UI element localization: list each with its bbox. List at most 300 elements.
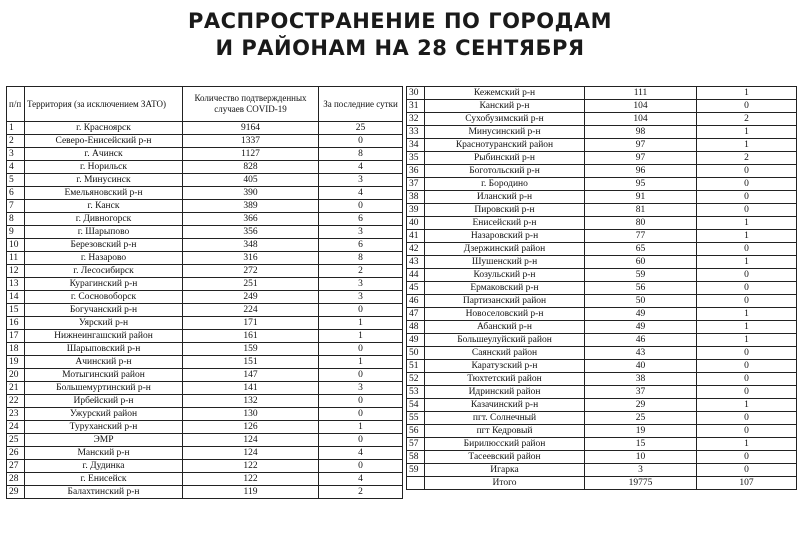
- table-row: [407, 217, 797, 230]
- row-confirmed: 91: [585, 191, 697, 204]
- row-last-day: 1: [697, 308, 797, 321]
- table-row: [407, 100, 797, 113]
- table-row: [7, 369, 403, 382]
- row-confirmed: 366: [183, 213, 319, 226]
- row-confirmed: 19775: [585, 477, 697, 490]
- table-row: [7, 187, 403, 200]
- row-territory: Саянский район: [425, 347, 585, 360]
- row-territory: Березовский р-н: [25, 239, 183, 252]
- row-num: 7: [7, 200, 25, 213]
- row-confirmed: 224: [183, 304, 319, 317]
- row-confirmed: 159: [183, 343, 319, 356]
- row-last-day: 0: [697, 451, 797, 464]
- row-confirmed: 97: [585, 152, 697, 165]
- table-row: [7, 330, 403, 343]
- row-confirmed: 49: [585, 321, 697, 334]
- row-last-day: 6: [319, 239, 403, 252]
- row-last-day: 0: [319, 343, 403, 356]
- row-last-day: 3: [319, 382, 403, 395]
- row-num: 33: [407, 126, 425, 139]
- row-territory: г. Дивногорск: [25, 213, 183, 226]
- row-confirmed: 1127: [183, 148, 319, 161]
- row-num: 40: [407, 217, 425, 230]
- row-num: 24: [7, 421, 25, 434]
- row-last-day: 0: [697, 386, 797, 399]
- row-num: 36: [407, 165, 425, 178]
- row-num: 47: [407, 308, 425, 321]
- row-confirmed: 122: [183, 473, 319, 486]
- row-territory: Ирбейский р-н: [25, 395, 183, 408]
- row-confirmed: 119: [183, 486, 319, 499]
- table-left: [6, 86, 403, 499]
- title-line-1: РАСПРОСТРАНЕНИЕ ПО ГОРОДАМ: [187, 9, 613, 33]
- row-num: 43: [407, 256, 425, 269]
- row-num: 39: [407, 204, 425, 217]
- row-confirmed: 95: [585, 178, 697, 191]
- row-territory: Иланский р-н: [425, 191, 585, 204]
- row-last-day: 1: [319, 317, 403, 330]
- table-row: [7, 135, 403, 148]
- table-row: [407, 425, 797, 438]
- row-confirmed: 405: [183, 174, 319, 187]
- table-header-row: [7, 87, 403, 122]
- row-last-day: 8: [319, 252, 403, 265]
- row-confirmed: 124: [183, 434, 319, 447]
- row-last-day: 0: [697, 204, 797, 217]
- table-right-body: [407, 87, 797, 490]
- row-last-day: 2: [319, 486, 403, 499]
- row-confirmed: 828: [183, 161, 319, 174]
- page-title: [0, 8, 800, 62]
- header-confirmed: Количество подтвержденных случаев COVID-19: [183, 87, 319, 122]
- table-row: [7, 239, 403, 252]
- table-row: [7, 382, 403, 395]
- row-confirmed: 43: [585, 347, 697, 360]
- row-num: 11: [7, 252, 25, 265]
- table-row: [407, 256, 797, 269]
- row-last-day: 1: [697, 438, 797, 451]
- row-confirmed: 37: [585, 386, 697, 399]
- row-last-day: 25: [319, 122, 403, 135]
- table-row: [407, 87, 797, 100]
- row-last-day: 1: [319, 356, 403, 369]
- row-territory: пгт Кедровый: [425, 425, 585, 438]
- table-row: [407, 269, 797, 282]
- row-last-day: 0: [697, 191, 797, 204]
- row-num: 34: [407, 139, 425, 152]
- row-num: 12: [7, 265, 25, 278]
- row-territory: Идринский район: [425, 386, 585, 399]
- row-territory: Ачинский р-н: [25, 356, 183, 369]
- row-last-day: 4: [319, 447, 403, 460]
- row-territory: Боготольский р-н: [425, 165, 585, 178]
- row-territory: Туруханский р-н: [25, 421, 183, 434]
- row-num: 27: [7, 460, 25, 473]
- row-territory: Канский р-н: [425, 100, 585, 113]
- row-territory: Манский р-н: [25, 447, 183, 460]
- row-num: 8: [7, 213, 25, 226]
- table-row: [407, 438, 797, 451]
- row-territory: Богучанский р-н: [25, 304, 183, 317]
- row-num: 31: [407, 100, 425, 113]
- row-num: 52: [407, 373, 425, 386]
- table-row: [7, 226, 403, 239]
- row-num: 10: [7, 239, 25, 252]
- row-last-day: 3: [319, 291, 403, 304]
- row-num: [407, 477, 425, 490]
- row-confirmed: 46: [585, 334, 697, 347]
- table-row: [7, 200, 403, 213]
- row-last-day: 3: [319, 278, 403, 291]
- row-territory: г. Лесосибирск: [25, 265, 183, 278]
- row-last-day: 4: [319, 161, 403, 174]
- header-territory: Территория (за исключением ЗАТО): [25, 87, 183, 122]
- row-last-day: 1: [697, 230, 797, 243]
- row-num: 55: [407, 412, 425, 425]
- row-num: 13: [7, 278, 25, 291]
- row-confirmed: 251: [183, 278, 319, 291]
- table-right: [406, 86, 797, 490]
- row-last-day: 0: [319, 408, 403, 421]
- row-last-day: 1: [697, 399, 797, 412]
- row-num: 49: [407, 334, 425, 347]
- row-num: 50: [407, 347, 425, 360]
- row-confirmed: 96: [585, 165, 697, 178]
- row-confirmed: 60: [585, 256, 697, 269]
- table-row: [7, 343, 403, 356]
- table-row: [407, 399, 797, 412]
- row-territory: Сухобузимский р-н: [425, 113, 585, 126]
- row-num: 35: [407, 152, 425, 165]
- row-num: 17: [7, 330, 25, 343]
- row-num: 59: [407, 464, 425, 477]
- row-confirmed: 316: [183, 252, 319, 265]
- row-confirmed: 59: [585, 269, 697, 282]
- row-confirmed: 98: [585, 126, 697, 139]
- row-num: 56: [407, 425, 425, 438]
- row-num: 26: [7, 447, 25, 460]
- table-row: [7, 278, 403, 291]
- row-confirmed: 9164: [183, 122, 319, 135]
- row-num: 18: [7, 343, 25, 356]
- row-last-day: 0: [319, 460, 403, 473]
- row-territory: Итого: [425, 477, 585, 490]
- row-territory: Большемуртинский р-н: [25, 382, 183, 395]
- table-row: [7, 473, 403, 486]
- row-confirmed: 390: [183, 187, 319, 200]
- table-row: [407, 165, 797, 178]
- row-confirmed: 272: [183, 265, 319, 278]
- row-territory: Шарыповский р-н: [25, 343, 183, 356]
- row-confirmed: 126: [183, 421, 319, 434]
- header-num: п/п: [7, 87, 25, 122]
- row-confirmed: 141: [183, 382, 319, 395]
- table-row: [7, 408, 403, 421]
- row-last-day: 1: [697, 217, 797, 230]
- row-territory: Мотыгинский район: [25, 369, 183, 382]
- row-confirmed: 151: [183, 356, 319, 369]
- table-row: [407, 373, 797, 386]
- row-last-day: 0: [697, 269, 797, 282]
- row-last-day: 107: [697, 477, 797, 490]
- row-territory: Игарка: [425, 464, 585, 477]
- row-territory: г. Канск: [25, 200, 183, 213]
- row-num: 9: [7, 226, 25, 239]
- row-confirmed: 122: [183, 460, 319, 473]
- row-territory: Курагинский р-н: [25, 278, 183, 291]
- row-territory: Енисейский р-н: [425, 217, 585, 230]
- row-num: 48: [407, 321, 425, 334]
- row-last-day: 2: [697, 152, 797, 165]
- table-row: [407, 347, 797, 360]
- row-territory: г. Шарыпово: [25, 226, 183, 239]
- row-last-day: 0: [697, 100, 797, 113]
- row-territory: Емельяновский р-н: [25, 187, 183, 200]
- row-territory: г. Норильск: [25, 161, 183, 174]
- table-row: [407, 308, 797, 321]
- row-territory: Каратузский р-н: [425, 360, 585, 373]
- row-confirmed: 40: [585, 360, 697, 373]
- row-confirmed: 130: [183, 408, 319, 421]
- row-territory: г. Енисейск: [25, 473, 183, 486]
- row-confirmed: 65: [585, 243, 697, 256]
- row-num: 16: [7, 317, 25, 330]
- row-last-day: 6: [319, 213, 403, 226]
- row-num: 37: [407, 178, 425, 191]
- table-row: [407, 191, 797, 204]
- row-num: 46: [407, 295, 425, 308]
- row-num: 58: [407, 451, 425, 464]
- table-row: [407, 139, 797, 152]
- row-confirmed: 97: [585, 139, 697, 152]
- row-territory: Нижнеингашский район: [25, 330, 183, 343]
- table-row: [407, 464, 797, 477]
- table-row: [7, 460, 403, 473]
- table-row: [407, 126, 797, 139]
- row-confirmed: 147: [183, 369, 319, 382]
- table-row: [7, 447, 403, 460]
- row-territory: Рыбинский р-н: [425, 152, 585, 165]
- row-confirmed: 104: [585, 100, 697, 113]
- table-row: [407, 282, 797, 295]
- table-row: [407, 360, 797, 373]
- table-row: [7, 161, 403, 174]
- row-territory: Тюхтетский район: [425, 373, 585, 386]
- table-row: [7, 174, 403, 187]
- row-territory: Дзержинский район: [425, 243, 585, 256]
- table-row: [7, 291, 403, 304]
- table-row: [407, 178, 797, 191]
- row-confirmed: 389: [183, 200, 319, 213]
- row-territory: Бирилюсский район: [425, 438, 585, 451]
- row-territory: Уярский р-н: [25, 317, 183, 330]
- row-num: 14: [7, 291, 25, 304]
- row-territory: Казачинский р-н: [425, 399, 585, 412]
- row-territory: г. Красноярск: [25, 122, 183, 135]
- row-territory: Тасеевский район: [425, 451, 585, 464]
- row-last-day: 0: [697, 295, 797, 308]
- table-row: [407, 386, 797, 399]
- row-confirmed: 49: [585, 308, 697, 321]
- row-last-day: 4: [319, 473, 403, 486]
- table-row: [407, 334, 797, 347]
- row-last-day: 0: [319, 434, 403, 447]
- row-confirmed: 56: [585, 282, 697, 295]
- row-territory: Ужурский район: [25, 408, 183, 421]
- row-confirmed: 104: [585, 113, 697, 126]
- row-confirmed: 50: [585, 295, 697, 308]
- row-confirmed: 10: [585, 451, 697, 464]
- row-num: 32: [407, 113, 425, 126]
- row-last-day: 0: [319, 369, 403, 382]
- row-territory: Северо-Енисейский р-н: [25, 135, 183, 148]
- row-territory: Кежемский р-н: [425, 87, 585, 100]
- row-num: 25: [7, 434, 25, 447]
- table-row: [7, 304, 403, 317]
- row-last-day: 3: [319, 226, 403, 239]
- row-last-day: 1: [697, 139, 797, 152]
- row-last-day: 0: [697, 282, 797, 295]
- row-num: 28: [7, 473, 25, 486]
- row-num: 45: [407, 282, 425, 295]
- table-row: [7, 434, 403, 447]
- table-row: [407, 230, 797, 243]
- table-row: [7, 395, 403, 408]
- row-territory: Пировский р-н: [425, 204, 585, 217]
- row-last-day: 2: [319, 265, 403, 278]
- row-num: 29: [7, 486, 25, 499]
- row-num: 1: [7, 122, 25, 135]
- row-num: 38: [407, 191, 425, 204]
- table-row: [7, 122, 403, 135]
- row-last-day: 1: [319, 421, 403, 434]
- row-territory: пгт. Солнечный: [425, 412, 585, 425]
- row-num: 6: [7, 187, 25, 200]
- table-row: [7, 421, 403, 434]
- row-confirmed: 124: [183, 447, 319, 460]
- row-num: 15: [7, 304, 25, 317]
- row-confirmed: 80: [585, 217, 697, 230]
- row-territory: г. Дудинка: [25, 460, 183, 473]
- row-confirmed: 348: [183, 239, 319, 252]
- row-num: 41: [407, 230, 425, 243]
- row-last-day: 0: [697, 360, 797, 373]
- row-last-day: 1: [697, 126, 797, 139]
- table-row: [407, 451, 797, 464]
- row-last-day: 1: [319, 330, 403, 343]
- row-num: 22: [7, 395, 25, 408]
- row-confirmed: 77: [585, 230, 697, 243]
- row-last-day: 8: [319, 148, 403, 161]
- row-num: 5: [7, 174, 25, 187]
- row-num: 23: [7, 408, 25, 421]
- row-num: 2: [7, 135, 25, 148]
- row-confirmed: 171: [183, 317, 319, 330]
- table-row: [407, 477, 797, 490]
- table-row: [407, 412, 797, 425]
- row-confirmed: 25: [585, 412, 697, 425]
- row-num: 54: [407, 399, 425, 412]
- row-last-day: 0: [319, 395, 403, 408]
- row-territory: г. Назарово: [25, 252, 183, 265]
- table-row: [7, 213, 403, 226]
- table-row: [407, 321, 797, 334]
- row-territory: Назаровский р-н: [425, 230, 585, 243]
- row-confirmed: 356: [183, 226, 319, 239]
- row-territory: Балахтинский р-н: [25, 486, 183, 499]
- row-territory: Краснотуранский район: [425, 139, 585, 152]
- row-territory: г. Ачинск: [25, 148, 183, 161]
- row-last-day: 1: [697, 321, 797, 334]
- table-row: [7, 317, 403, 330]
- row-num: 20: [7, 369, 25, 382]
- row-last-day: 1: [697, 334, 797, 347]
- row-last-day: 0: [319, 200, 403, 213]
- row-num: 53: [407, 386, 425, 399]
- table-row: [407, 204, 797, 217]
- row-territory: ЭМР: [25, 434, 183, 447]
- row-confirmed: 29: [585, 399, 697, 412]
- title-line-2: И РАЙОНАМ НА 28 СЕНТЯБРЯ: [215, 36, 585, 60]
- table-row: [407, 152, 797, 165]
- row-num: 3: [7, 148, 25, 161]
- row-num: 4: [7, 161, 25, 174]
- row-territory: г. Сосновоборск: [25, 291, 183, 304]
- table-row: [407, 295, 797, 308]
- table-row: [7, 252, 403, 265]
- row-last-day: 2: [697, 113, 797, 126]
- row-confirmed: 111: [585, 87, 697, 100]
- row-territory: Минусинский р-н: [425, 126, 585, 139]
- row-num: 57: [407, 438, 425, 451]
- row-territory: Абанский р-н: [425, 321, 585, 334]
- row-confirmed: 3: [585, 464, 697, 477]
- row-num: 30: [407, 87, 425, 100]
- row-last-day: 0: [697, 425, 797, 438]
- row-last-day: 1: [697, 256, 797, 269]
- row-last-day: 3: [319, 174, 403, 187]
- row-confirmed: 38: [585, 373, 697, 386]
- row-confirmed: 19: [585, 425, 697, 438]
- row-last-day: 0: [697, 178, 797, 191]
- row-territory: г. Минусинск: [25, 174, 183, 187]
- row-confirmed: 1337: [183, 135, 319, 148]
- row-territory: г. Бородино: [425, 178, 585, 191]
- row-confirmed: 161: [183, 330, 319, 343]
- table-row: [7, 265, 403, 278]
- row-last-day: 1: [697, 87, 797, 100]
- row-num: 21: [7, 382, 25, 395]
- row-confirmed: 249: [183, 291, 319, 304]
- row-territory: Козульский р-н: [425, 269, 585, 282]
- table-left-body: [7, 122, 403, 499]
- row-num: 51: [407, 360, 425, 373]
- row-last-day: 0: [697, 347, 797, 360]
- row-last-day: 0: [697, 243, 797, 256]
- row-num: 44: [407, 269, 425, 282]
- table-row: [407, 243, 797, 256]
- row-confirmed: 81: [585, 204, 697, 217]
- row-territory: Шушенский р-н: [425, 256, 585, 269]
- row-confirmed: 15: [585, 438, 697, 451]
- row-last-day: 0: [319, 135, 403, 148]
- header-last-day: За последние сутки: [319, 87, 403, 122]
- row-last-day: 0: [697, 464, 797, 477]
- row-last-day: 0: [697, 165, 797, 178]
- row-last-day: 0: [697, 373, 797, 386]
- row-territory: Большеулуйский район: [425, 334, 585, 347]
- table-row: [7, 486, 403, 499]
